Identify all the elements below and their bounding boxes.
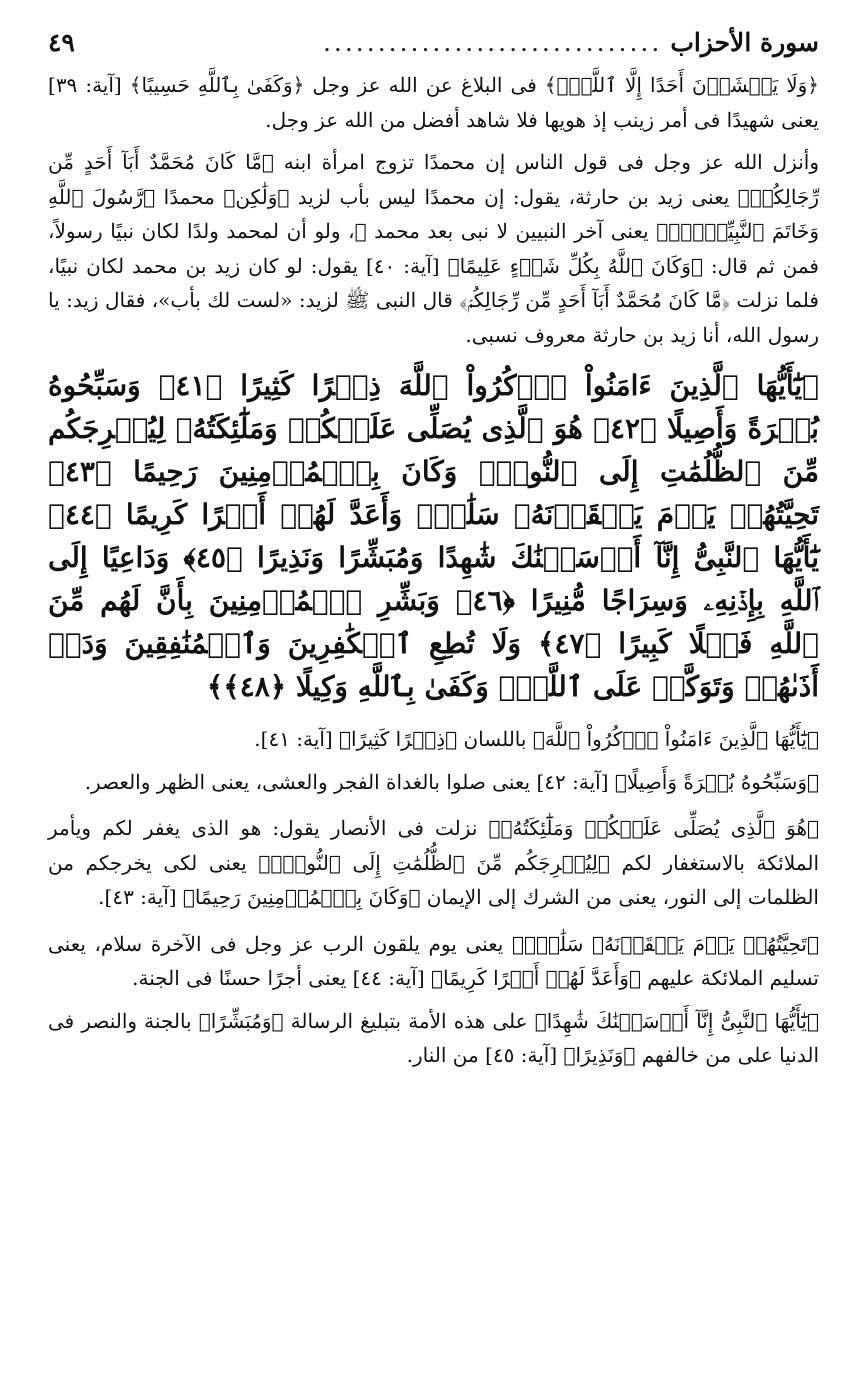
commentary-verse-41: ﴿يَٰٓأَيُّهَا ٱلَّذِينَ ءَامَنُواْ ٱذۡكُرُواْ ٱللَّهَ﴾ باللسان ﴿ذِكۡرًا كَثِيرًا﴾ [آية: ٤١]. bbox=[254, 727, 819, 751]
commentary-verse-44: ﴿تَحِيَّتُهُمۡ يَوۡمَ يَلۡقَوۡنَهُۥ سَلَٰمٌۚ﴾ يعنى يوم يلقون الرب عز وجل فى الآخرة سلام، يعنى تسليم الملائكة عليهم ﴿وَأَعَدَّ لَهُمۡ أَجۡرًا كَرِيمًا﴾ [آية: ٤٤] يعنى أجرًا حسنًا فى الجنة. bbox=[48, 931, 819, 990]
commentary-verse-43: ﴿هُوَ ٱلَّذِى يُصَلِّى عَلَيۡكُمۡ وَمَلَٰٓئِكَتُهُۥ﴾ نزلت فى الأنصار يقول: هو الذى يغفر لكم ويأمر الملائكة بالاستغفار لكم ﴿لِيُخۡرِجَكُم مِّنَ ٱلظُّلُمَٰتِ إِلَى ٱلنُّورِۚ﴾ يعنى لكى يخرجكم من الظلمات إلى النور، يعنى من الشرك إلى الإيمان ﴿وَكَانَ بِٱلۡمُؤۡمِنِينَ رَحِيمًا﴾ [آية: ٤٣]. bbox=[48, 816, 819, 909]
header-leader-dots: ............................... bbox=[322, 28, 663, 57]
page-number: ٤٩ bbox=[48, 28, 75, 57]
paragraph-verse-39: ﴿وَلَا يَخۡشَوۡنَ أَحَدًا إِلَّا ٱللَّهَۗ﴾ فى البلاغ عن الله عز وجل ﴿وَكَفَىٰ بِٱللَّهِ حَسِيبًا﴾ [آية: ٣٩] يعنى شهيدًا فى أمر زينب إذ هويها فلا شاهد أفضل من الله عز وجل. bbox=[48, 73, 819, 132]
quran-verses-block: ﴿يَٰٓأَيُّهَا ٱلَّذِينَ ءَامَنُواْ ٱذۡكُرُواْ ٱللَّهَ ذِكۡرًا كَثِيرًا ﴿٤١﴾ وَسَبِّحُوهُ بُكۡرَةً وَأَصِيلًا ﴿٤٢﴾ هُوَ ٱلَّذِى يُصَلِّى عَلَيۡكُمۡ وَمَلَٰٓئِكَتُهُۥ لِيُخۡرِجَكُم مِّنَ ٱلظُّلُمَٰتِ إِلَى ٱلنُّورِۚ وَكَانَ بِٱلۡمُؤۡمِنِينَ رَحِيمًا ﴿٤٣﴾ تَحِيَّتُهُمۡ يَوۡمَ يَلۡقَوۡنَهُۥ سَلَٰمٌۚ وَأَعَدَّ لَهُمۡ أَجۡرًا كَرِيمًا ﴿٤٤﴾ يَٰٓأَيُّهَا ٱلنَّبِىُّ إِنَّآ أَرۡسَلۡنَٰكَ شَٰهِدًا وَمُبَشِّرًا وَنَذِيرًا ﴿٤٥﴾ وَدَاعِيًا إِلَى ٱللَّهِ بِإِذۡنِهِۦ وَسِرَاجًا مُّنِيرًا ﴿٤٦﴾ وَبَشِّرِ ٱلۡمُؤۡمِنِينَ بِأَنَّ لَهُم مِّنَ ٱللَّهِ فَضۡلًا كَبِيرًا ﴿٤٧﴾ وَلَا تُطِعِ ٱلۡكَٰفِرِينَ وَٱلۡمُنَٰفِقِينَ وَدَعۡ أَذَىٰهُمۡ وَتَوَكَّلۡ عَلَى ٱللَّهِۚ وَكَفَىٰ بِٱللَّهِ وَكِيلًا ﴿٤٨﴾﴾ bbox=[48, 369, 820, 703]
running-header bbox=[48, 26, 819, 60]
surah-title: سورة الأحزاب bbox=[670, 28, 819, 57]
commentary-verse-42: ﴿وَسَبِّحُوهُ بُكۡرَةً وَأَصِيلًا﴾ [آية: ٤٢] يعنى صلوا بالغداة الفجر والعشى، يعنى الظهر والعصر. bbox=[84, 769, 819, 794]
commentary-verse-45: ﴿يَٰٓأَيُّهَا ٱلنَّبِىُّ إِنَّآ أَرۡسَلۡنَٰكَ شَٰهِدًا﴾ على هذه الأمة بتبليغ الرسالة ﴿وَمُبَشِّرًا﴾ بالجنة والنصر فى الدنيا على من خالفهم ﴿وَنَذِيرًا﴾ [آية: ٤٥] من النار. bbox=[48, 1008, 819, 1067]
paragraph-verse-40: وأنزل الله عز وجل فى قول الناس إن محمدًا تزوج امرأة ابنه ﴿مَّا كَانَ مُحَمَّدٌ أَبَآ أَحَدٍ مِّن رِّجَالِكُمۡ﴾ يعنى زيد بن حارثة، يقول: إن محمدًا ليس بأب لزيد ﴿وَلَٰكِن﴾ محمدًا ﴿رَّسُولَ ٱللَّهِ وَخَاتَمَ ٱلنَّبِيِّـۧنَۗ﴾ يعنى آخر النبيين لا نبى بعد محمد ﷺ، ولو أن لمحمد ولدًا لكان نبيًا رسولاً، فمن ثم قال: ﴿وَكَانَ ٱللَّهُ بِكُلِّ شَىۡءٍ عَلِيمًا﴾ [آية: ٤٠] يقول: لو كان زيد بن محمد لكان نبيًا، فلما نزلت ﴿مَّا كَانَ مُحَمَّدٌ أَبَآ أَحَدٍ مِّن رِّجَالِكُمۡ﴾ قال النبى ﷺ لزيد: «لست لك بأب»، فقال زيد: يا رسول الله، أنا زيد بن حارثة معروف نسبى. bbox=[48, 150, 819, 347]
